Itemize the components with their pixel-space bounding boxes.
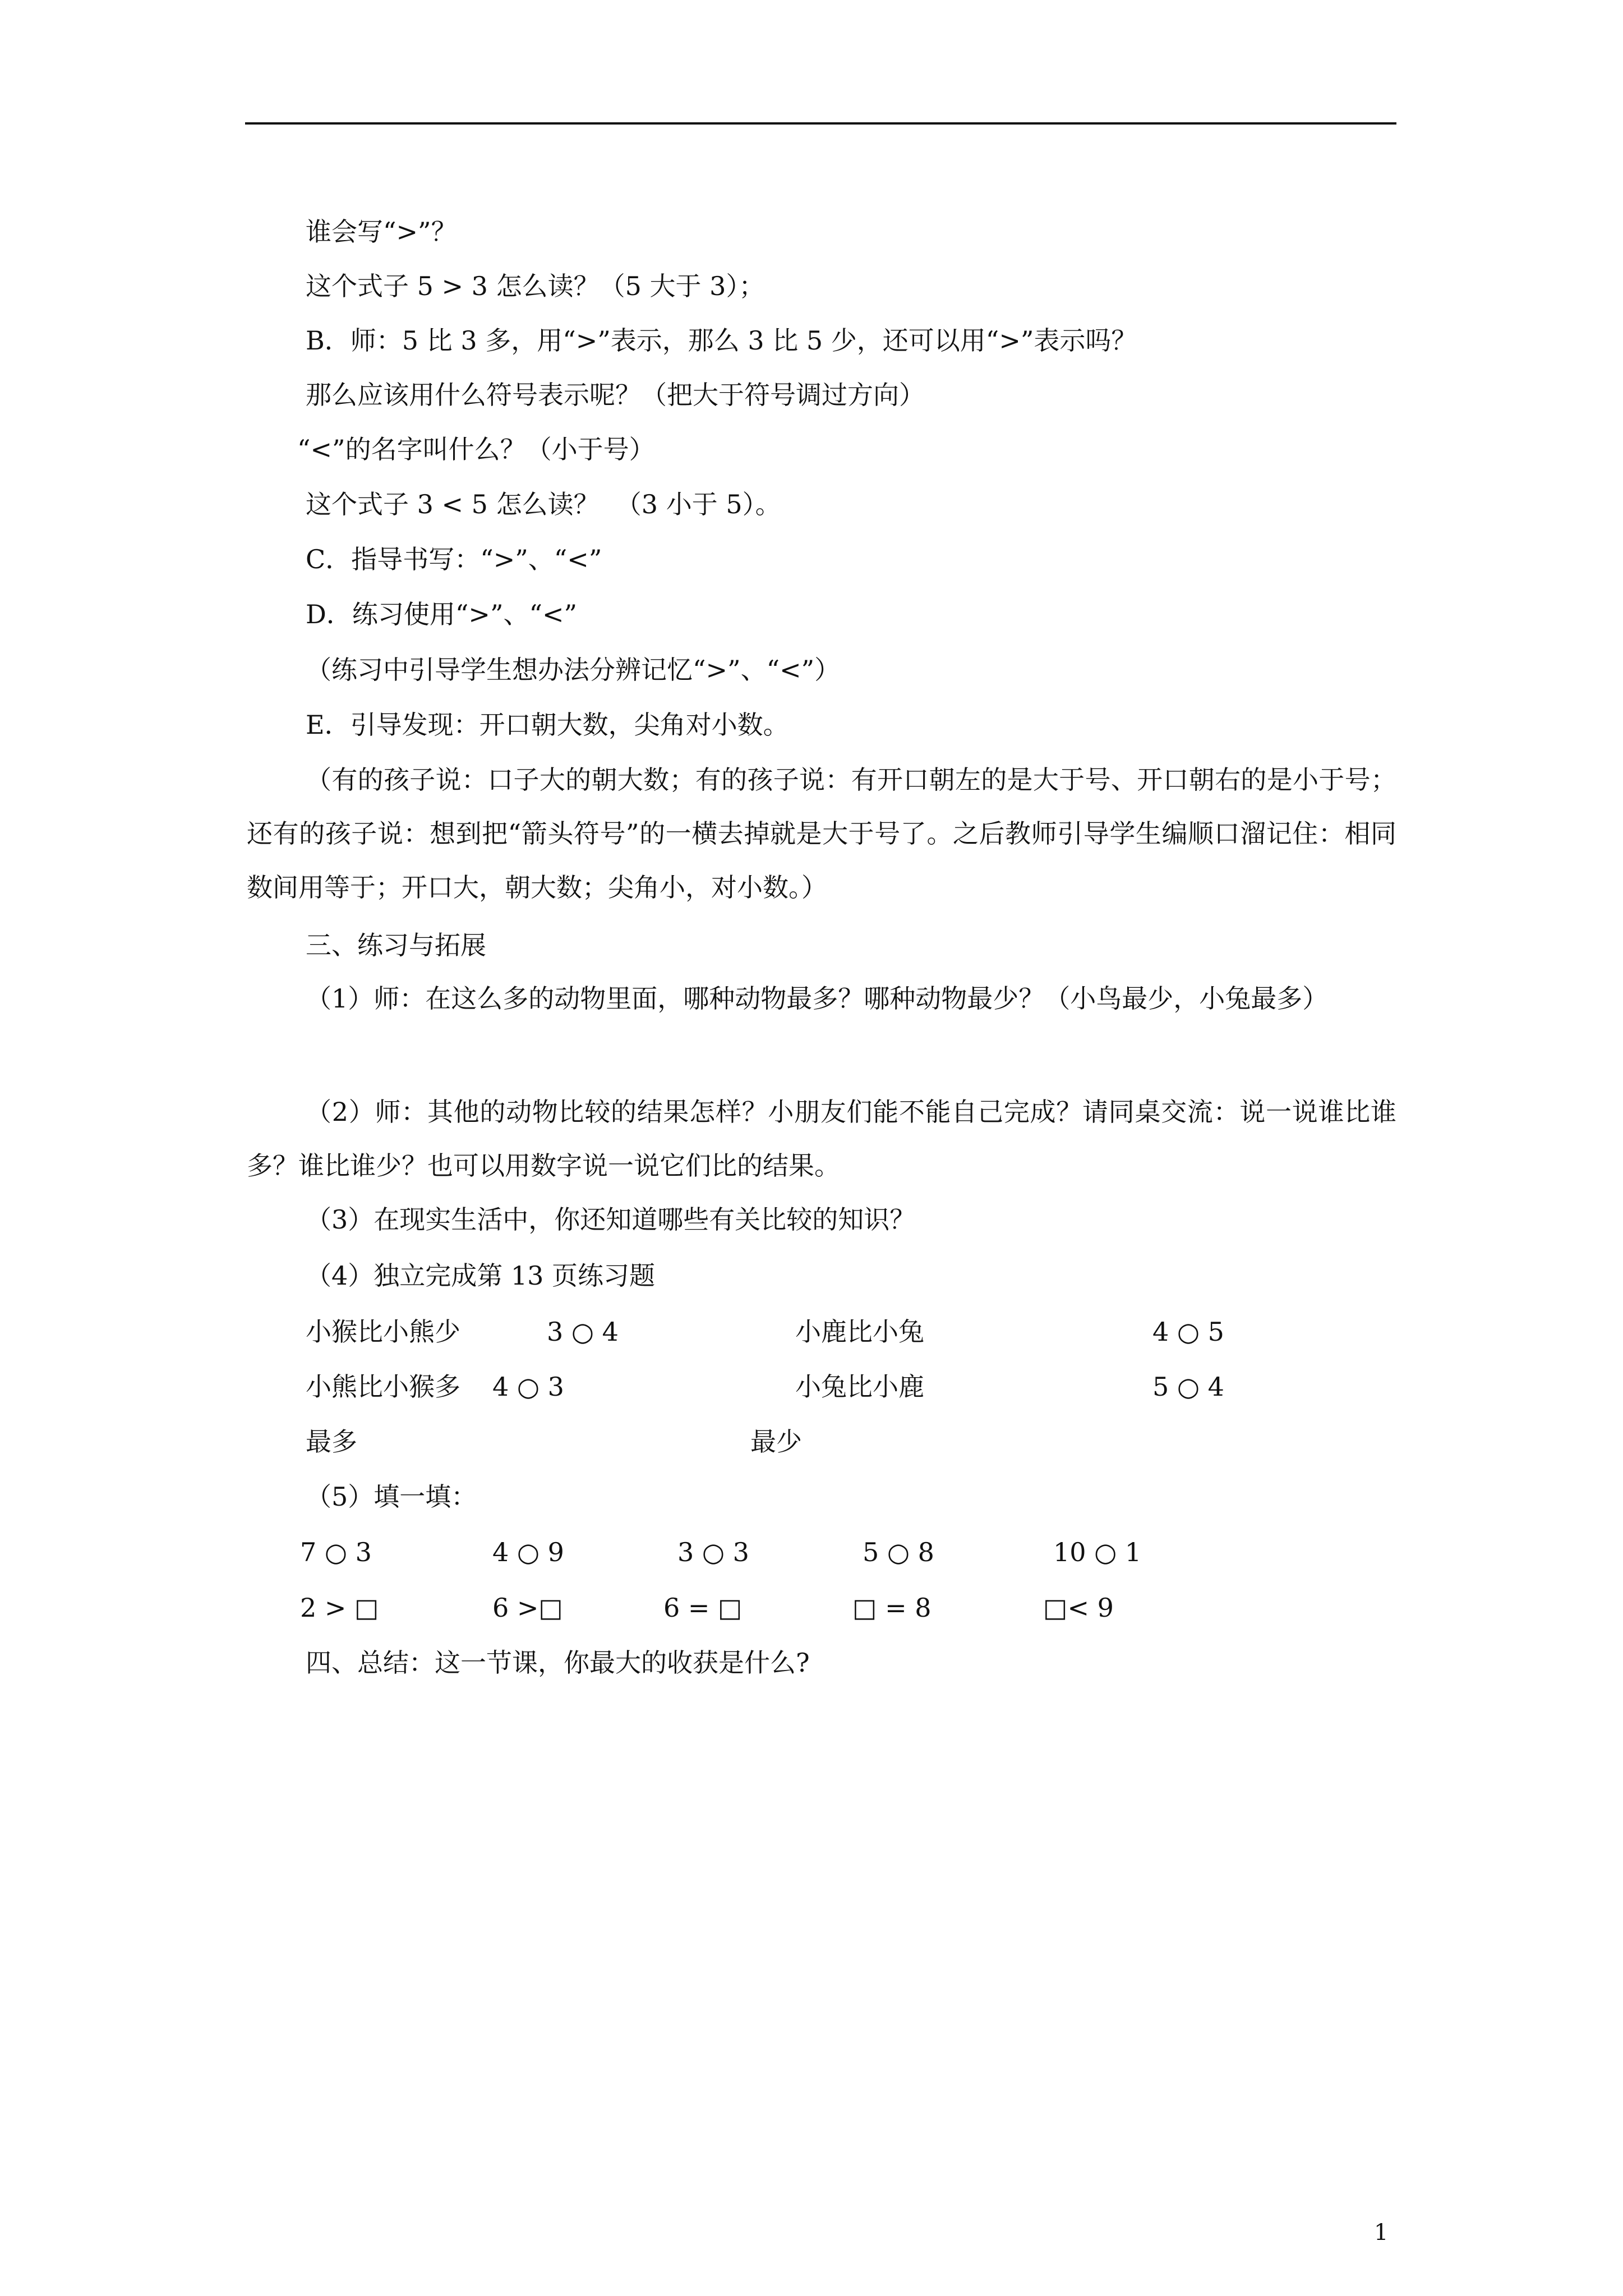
section-heading-3: 三、练习与拓展 (306, 930, 486, 960)
question-5: （5）填一填： (306, 1481, 477, 1512)
paragraph-question-1: （1）师：在这么多的动物里面，哪种动物最多？哪种动物最少？（小鸟最少，小兔最多） (306, 983, 1329, 1014)
fill-blank-item: 4 ○ 9 (492, 1537, 564, 1567)
fill-blank-item: 3 ○ 3 (677, 1537, 749, 1567)
text-line-10: E．引导发现：开口朝大数，尖角对小数。 (306, 710, 789, 740)
paragraph-kids-sayings: （有的孩子说：口子大的朝大数；有的孩子说：有开口朝左的是大于号、开口朝右的是小于号；还有的孩子说：想到把“箭头符号”的一横去掉就是大于号了。之后教师引导学生编顺口溜记住：相同数间用等于；开口大，朝大数；尖角小，对小数。） (247, 765, 1396, 903)
text-line-2: 这个式子 5 > 3 怎么读？（5 大于 3）； (306, 271, 765, 301)
fill-blank-item: 6 >□ (492, 1593, 563, 1623)
text-line-9: （练习中引导学生想办法分辨记忆“>”、“<”） (306, 655, 841, 685)
section-heading-4: 四、总结：这一节课，你最大的收获是什么? (306, 1648, 810, 1678)
question-3: （3）在现实生活中，你还知道哪些有关比较的知识？ (306, 1204, 916, 1235)
fill-blank-item: □< 9 (1043, 1593, 1114, 1623)
text-line-4: 那么应该用什么符号表示呢？（把大于符号调过方向） (306, 380, 925, 410)
question-4: （4）独立完成第 13 页练习题 (306, 1260, 656, 1291)
text-line-5: “<”的名字叫什么？（小于号） (297, 434, 655, 464)
fill-blank-item: 7 ○ 3 (300, 1537, 372, 1567)
paragraph-question-2: （2）师：其他的动物比较的结果怎样？小朋友们能不能自己完成？请同桌交流：说一说谁比谁多？谁比谁少？也可以用数字说一说它们比的结果。 (247, 1097, 1396, 1181)
compare-label: 小鹿比小兔 (795, 1317, 924, 1347)
fill-blank-item: □ = 8 (852, 1593, 932, 1623)
compare-label: 小猴比小熊少 (306, 1317, 460, 1347)
fill-blank-item: 6 = □ (663, 1593, 743, 1623)
text-line-8: D．练习使用“>”、“<” (306, 599, 578, 629)
compare-expression: 5 ○ 4 (1152, 1372, 1224, 1402)
text-line-7: C．指导书写：“>”、“<” (306, 544, 602, 574)
fill-blank-item: 5 ○ 8 (863, 1537, 934, 1567)
least-label: 最少 (750, 1427, 802, 1457)
text-line-3: B．师：5 比 3 多，用“>”表示，那么 3 比 5 少，还可以用“>”表示吗？ (306, 325, 1137, 356)
header-rule (245, 122, 1396, 125)
fill-blank-item: 2 > □ (300, 1593, 379, 1623)
compare-expression: 3 ○ 4 (547, 1317, 619, 1347)
page-number: 1 (1374, 2220, 1389, 2246)
compare-expression: 4 ○ 3 (492, 1372, 564, 1402)
text-line-1: 谁会写“>”？ (306, 217, 457, 247)
most-label: 最多 (306, 1427, 357, 1457)
compare-label: 小兔比小鹿 (795, 1372, 924, 1402)
fill-blank-item: 10 ○ 1 (1053, 1537, 1142, 1567)
text-line-6: 这个式子 3 < 5 怎么读？ （3 小于 5）。 (306, 489, 781, 519)
compare-label: 小熊比小猴多 (306, 1372, 460, 1402)
compare-expression: 4 ○ 5 (1152, 1317, 1224, 1347)
